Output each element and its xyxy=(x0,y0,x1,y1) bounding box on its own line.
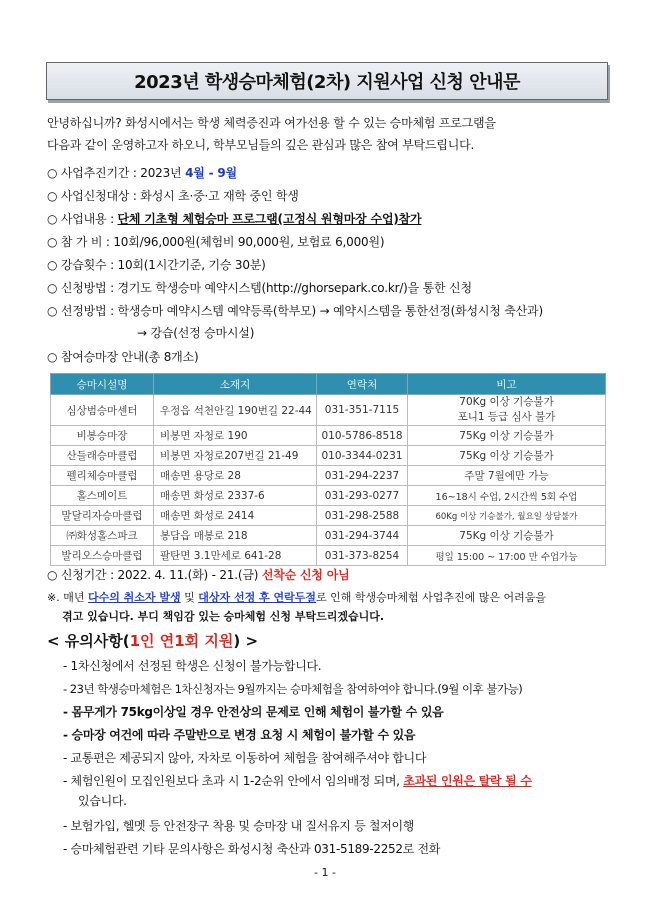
table-row xyxy=(51,486,606,506)
table-row xyxy=(51,506,606,526)
content-value: 단체 기초형 체험승마 프로그램(고정식 원형마장 수업)참가 xyxy=(117,212,422,226)
cautions-highlight: 1인 연1회 지원 xyxy=(129,632,234,650)
venue-note-line-1: 70Kg 이상 기승불가 xyxy=(459,396,554,408)
item-fee: ○ 참 가 비 : 10회/96,000원(체험비 90,000원, 보험료 6,000원) xyxy=(47,235,385,249)
caution-item-7: - 보험가입, 헬멧 등 안전장구 착용 및 승마장 내 질서유지 등 철저이행 xyxy=(63,819,415,833)
venue-phone: 010-5786-8518 xyxy=(317,426,408,446)
venue-name: ㈜화성홀스파크 xyxy=(51,526,154,546)
caution-item-6-highlight: 초과된 인원은 탈락 될 수 xyxy=(403,774,532,788)
caution-item-6 xyxy=(63,772,532,790)
venues-header: ○ 참여승마장 안내(총 8개소) xyxy=(47,350,199,364)
venue-note: 60Kg 이상 기승불가, 월요일 상담불가 xyxy=(408,506,606,526)
venues-table xyxy=(50,373,606,566)
table-row xyxy=(51,395,606,426)
caution-item-6-text: - 체험인원이 모집인원보다 초과 시 1-2순위 안에서 임의배정 되며, xyxy=(63,774,404,788)
venue-phone: 010-3344-0231 xyxy=(317,446,408,466)
venue-name: 홀스메이트 xyxy=(51,486,154,506)
caution-item-4: - 승마장 여건에 따라 주말반으로 변경 요청 시 체험이 불가할 수 있음 xyxy=(63,728,416,742)
warning-prefix: ※. 매년 xyxy=(47,591,88,604)
table-row xyxy=(51,466,606,486)
venue-note: 75Kg 이상 기승불가 xyxy=(408,426,606,446)
table-row xyxy=(51,546,606,566)
document-title: 2023년 학생승마체험(2차) 지원사업 신청 안내문 xyxy=(134,72,520,93)
venue-phone: 031-298-2588 xyxy=(317,506,408,526)
cautions-heading xyxy=(47,630,258,651)
venue-name: 발리오스승마클럽 xyxy=(51,546,154,566)
venue-name: 산들래승마클럽 xyxy=(51,446,154,466)
venue-phone: 031-294-3744 xyxy=(317,526,408,546)
item-target: ○ 사업신청대상 : 화성시 초·중·고 재학 중인 학생 xyxy=(47,189,299,203)
venue-address: 매송면 화성로 2337-6 xyxy=(154,486,317,506)
period-value: 4월 - 9월 xyxy=(185,166,237,180)
item-apply-method: ○ 신청방법 : 경기도 학생승마 예약시스템(http://ghorsepark.co.kr/)을 통한 신청 xyxy=(47,281,472,295)
caution-item-6-line-2: 있습니다. xyxy=(78,794,127,808)
venue-note-line-2: 포니1 등급 심사 불가 xyxy=(457,411,556,423)
apply-period-note: 선착순 신청 아님 xyxy=(261,568,350,582)
warning-highlight-1: 다수의 취소자 발생 xyxy=(87,591,181,604)
col-header-name: 승마시설명 xyxy=(51,374,154,395)
venue-name: 비봉승마장 xyxy=(51,426,154,446)
cautions-close: ) > xyxy=(233,632,259,650)
venue-name: 말달리자승마클럽 xyxy=(51,506,154,526)
warning-line-2: 겪고 있습니다. 부디 책임감 있는 승마체험 신청 부탁드리겠습니다. xyxy=(62,610,385,623)
period-label: ○ 사업추진기간 : 2023년 xyxy=(47,166,186,180)
venue-address: 우정읍 석천안길 190번길 22-44 xyxy=(154,395,317,426)
table-row xyxy=(51,446,606,466)
warning-highlight-2: 대상자 선정 후 연락두절 xyxy=(198,591,317,604)
intro-line-1: 안녕하십니까? 화성시에서는 학생 체력증진과 여가선용 할 수 있는 승마체험 프로그램을 xyxy=(47,116,496,130)
warning-line-1 xyxy=(47,588,546,607)
venue-address: 비봉면 자청로207번길 21-49 xyxy=(154,446,317,466)
cautions-open: < 유의사항( xyxy=(47,632,130,650)
col-header-phone: 연락처 xyxy=(317,374,408,395)
venue-note xyxy=(408,395,606,426)
venue-note: 평일 15:00 ~ 17:00 만 수업가능 xyxy=(408,546,606,566)
document-title-box xyxy=(46,62,608,100)
venue-address: 매송면 용당로 28 xyxy=(154,466,317,486)
venue-phone: 031-294-2237 xyxy=(317,466,408,486)
venue-address: 팔탄면 3.1만세로 641-28 xyxy=(154,546,317,566)
caution-item-1: - 1차신청에서 선정된 학생은 신청이 불가능합니다. xyxy=(63,659,322,673)
venue-name: 심상범승마센터 xyxy=(51,395,154,426)
item-select-method-1: ○ 선정방법 : 학생승마 예약시스템 예약등록(학부모) → 예약시스템을 통한선정(화성시청 축산과) xyxy=(47,304,543,318)
venue-note: 75Kg 이상 기승불가 xyxy=(408,526,606,546)
table-row xyxy=(51,526,606,546)
item-sessions: ○ 강습횟수 : 10회(1시간기준, 기승 30분) xyxy=(47,258,266,272)
item-select-method-2: → 강습(선정 승마시설) xyxy=(137,326,255,340)
warning-mid: 및 xyxy=(180,591,199,604)
page-number: - 1 - xyxy=(314,866,336,879)
caution-item-5: - 교통편은 제공되지 않아, 자차로 이동하여 체험을 참여해주셔야 합니다 xyxy=(63,751,427,765)
caution-item-8: - 승마체험관련 기타 문의사항은 화성시청 축산과 031-5189-2252로 전화 xyxy=(63,842,441,856)
venue-note: 주말 7월에만 가능 xyxy=(408,466,606,486)
table-row xyxy=(51,426,606,446)
caution-item-2: - 23년 학생승마체험은 1차신청자는 9월까지는 승마체험을 참여하여야 합니다.(9월 이후 불가능) xyxy=(63,682,523,696)
venue-name: 펠리체승마클럽 xyxy=(51,466,154,486)
table-header-row xyxy=(51,374,606,395)
warning-rest: 로 인해 학생승마체험 사업추진에 많은 어려움을 xyxy=(316,591,547,604)
venue-phone: 031-293-0277 xyxy=(317,486,408,506)
item-period xyxy=(47,164,237,182)
venue-phone: 031-373-8254 xyxy=(317,546,408,566)
apply-period xyxy=(47,566,350,584)
venue-phone: 031-351-7115 xyxy=(317,395,408,426)
col-header-notes: 비고 xyxy=(408,374,606,395)
caution-item-3: - 몸무게가 75kg이상일 경우 안전상의 문제로 인해 체험이 불가할 수 있음 xyxy=(63,705,444,719)
venue-note: 75Kg 이상 기승불가 xyxy=(408,446,606,466)
item-content xyxy=(47,210,421,228)
intro-paragraph xyxy=(47,112,607,156)
venue-address: 비봉면 자청로 190 xyxy=(154,426,317,446)
intro-line-2: 다음과 같이 운영하고자 하오니, 학부모님들의 깊은 관심과 많은 참여 부탁드립니다. xyxy=(47,138,475,152)
venue-note: 16~18시 수업, 2시간씩 5회 수업 xyxy=(408,486,606,506)
apply-period-label: ○ 신청기간 : 2022. 4. 11.(화) - 21.(금) xyxy=(47,568,262,582)
col-header-address: 소재지 xyxy=(154,374,317,395)
venue-address: 매송면 화성로 2414 xyxy=(154,506,317,526)
venue-address: 봉담읍 매봉로 218 xyxy=(154,526,317,546)
content-label: ○ 사업내용 : xyxy=(47,212,118,226)
